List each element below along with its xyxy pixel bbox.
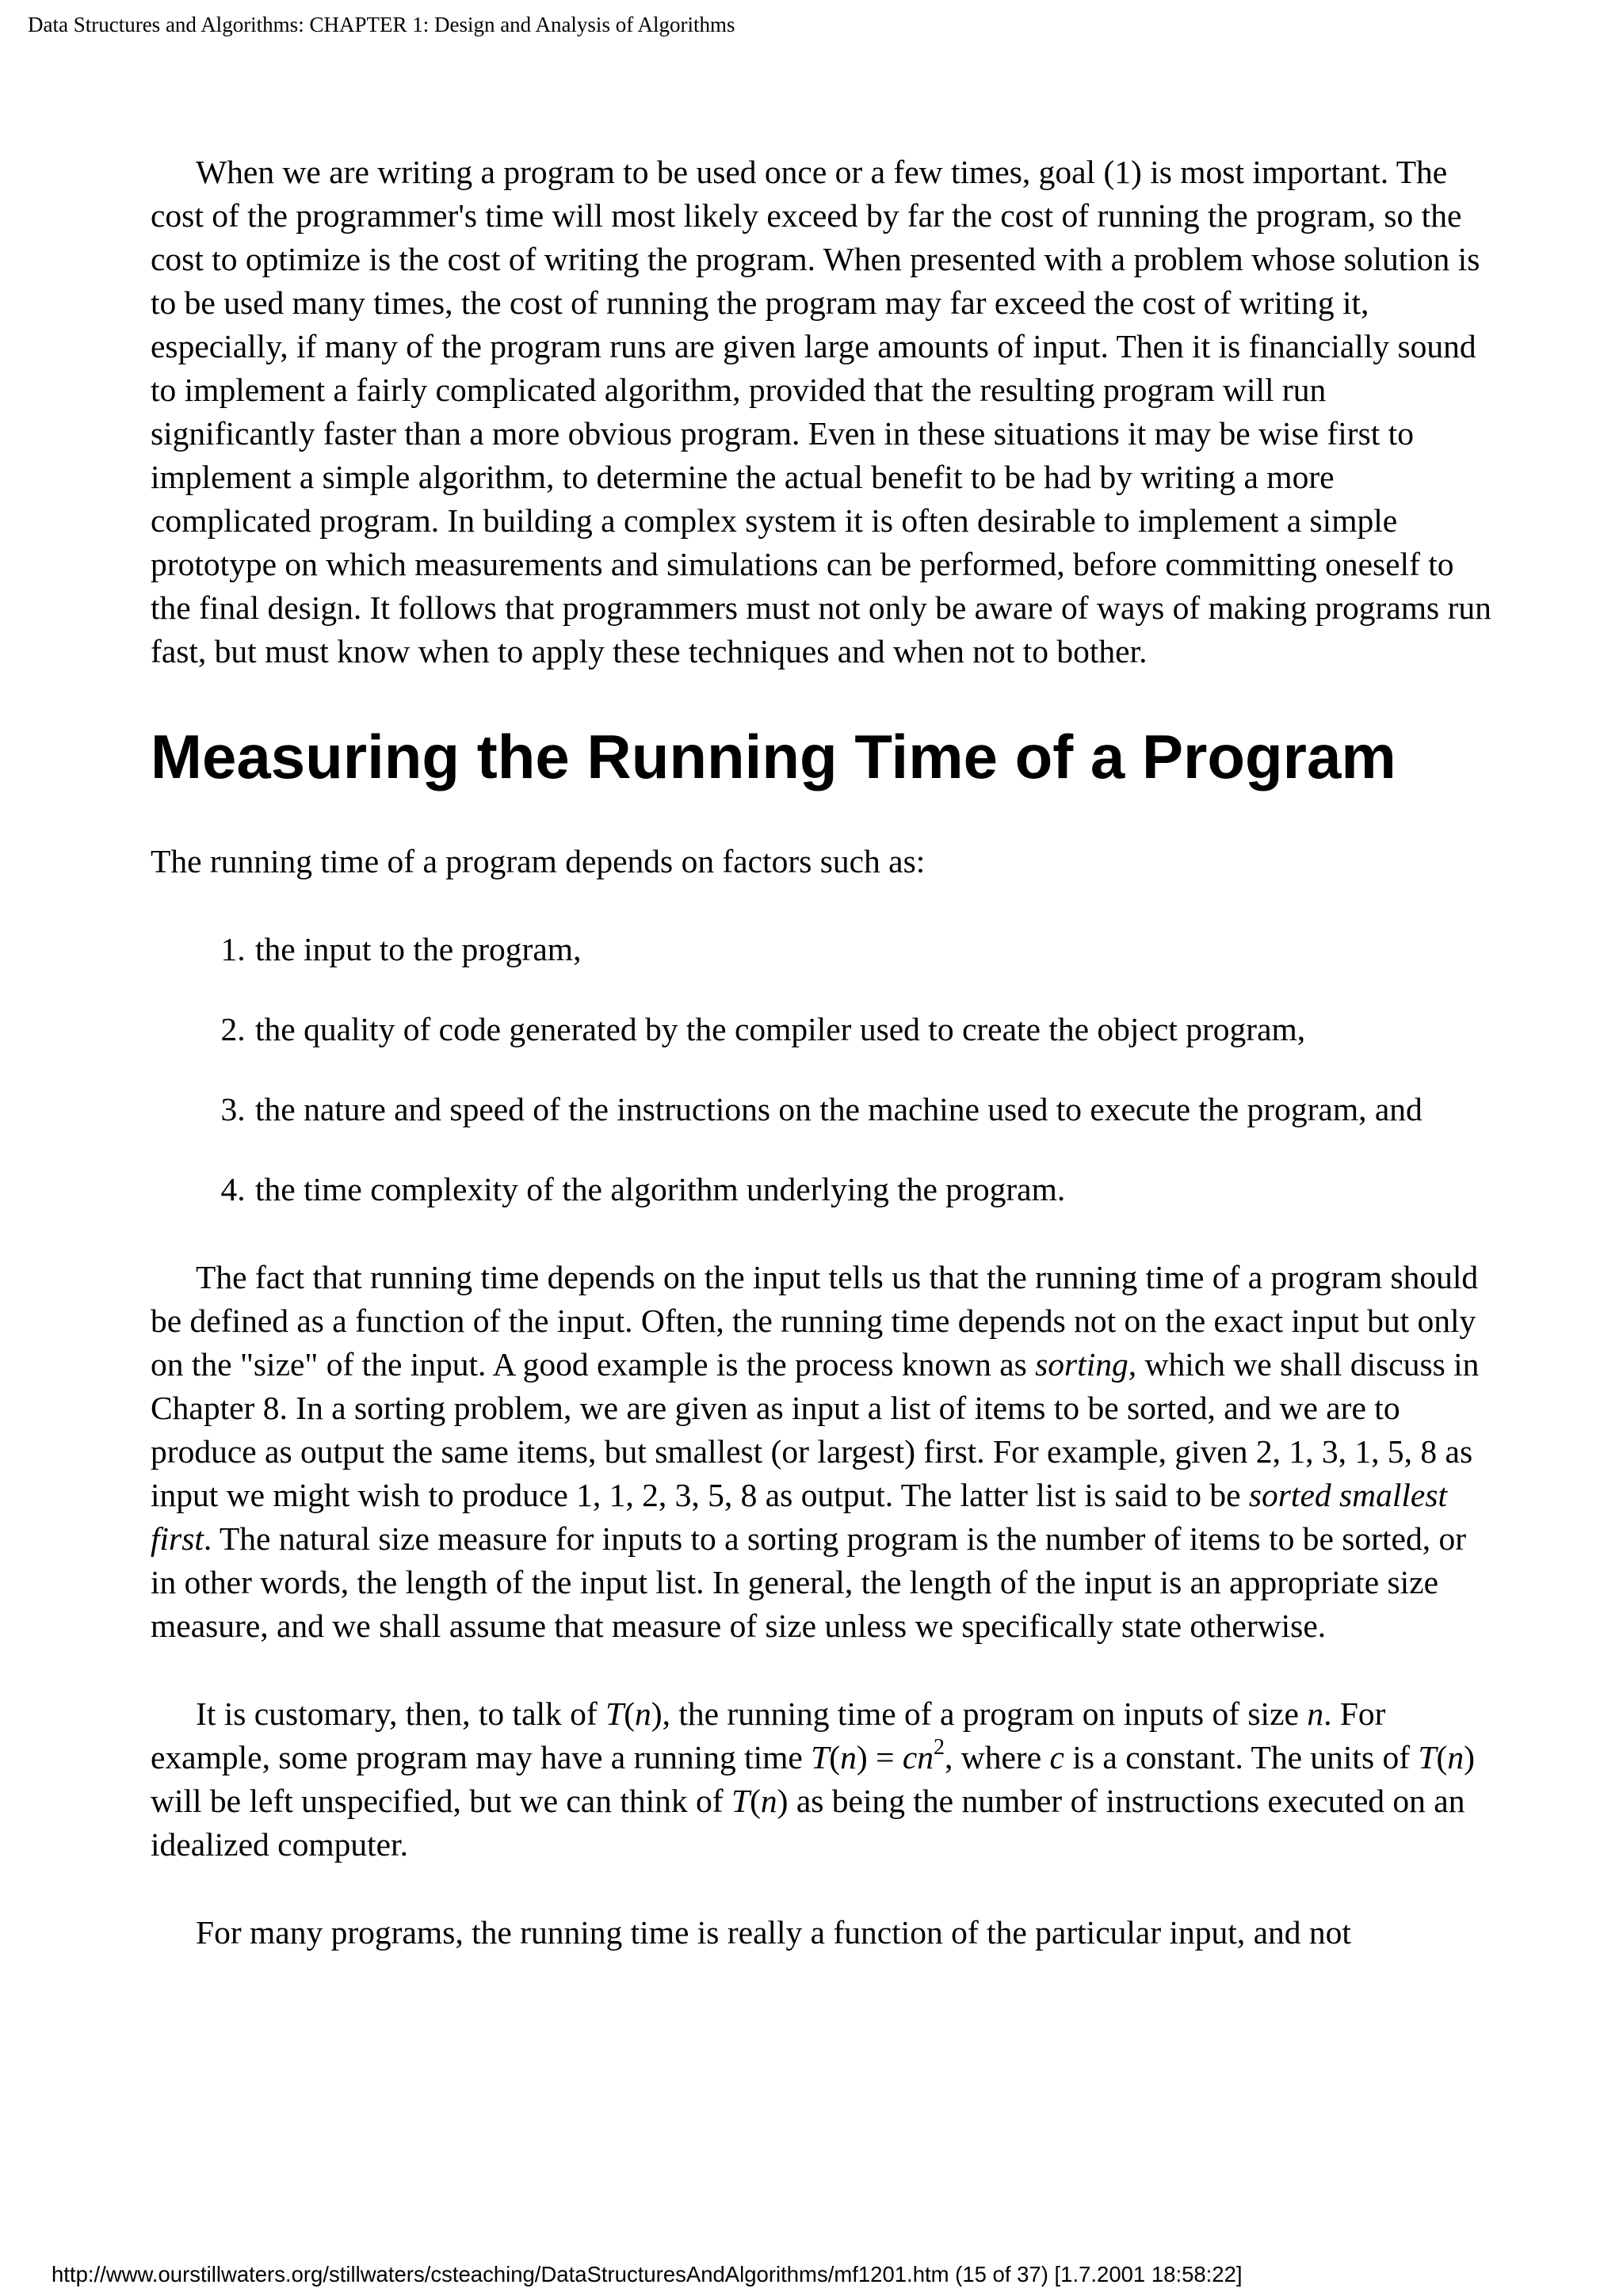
page-content xyxy=(151,151,1498,1955)
paragraph-goal-tradeoff: When we are writing a program to be used once or a few times, goal (1) is most important. The cost of the programmer's time will most likely exceed by far the cost of running the program, so the cost to optimize is the cost of writing the program. When presented with a problem whose solution is to be used many times, the cost of running the program may far exceed the cost of writing it, especially, if many of the program runs are given large amounts of input. Then it is financially sound to implement a fairly complicated algorithm, provided that the resulting program will run significantly faster than a more obvious program. Even in these situations it may be wise first to implement a simple algorithm, to determine the actual benefit to be had by writing a more complicated program. In building a complex system it is often desirable to implement a simple prototype on which measurements and simulations can be performed, before committing oneself to the final design. It follows that programmers must not only be aware of ways of making programs run fast, but must know when to apply these techniques and when not to bother. xyxy=(151,154,1491,669)
factors-list xyxy=(151,928,1498,1211)
running-header: Data Structures and Algorithms: CHAPTER 1: Design and Analysis of Algorithms xyxy=(28,13,735,36)
list-item: 1. the input to the program, xyxy=(254,928,1498,971)
section-heading: Measuring the Running Time of a Program xyxy=(151,722,1396,791)
factors-intro: The running time of a program depends on factors such as: xyxy=(151,843,926,879)
list-item: 3. the nature and speed of the instructions on the machine used to execute the program, and xyxy=(254,1088,1498,1131)
term-sorted-smallest-first: sorted smallest first xyxy=(151,1477,1448,1557)
term-sorting: sorting, xyxy=(1035,1346,1137,1383)
list-item: 2. the quality of code generated by the compiler used to create the object program, xyxy=(254,1008,1498,1051)
page-footer-url: http://www.ourstillwaters.org/stillwaters/csteaching/DataStructuresAndAlgorithms/mf1201.htm (15 of 37) [1.7.2001 18:58:22] xyxy=(52,2262,1243,2286)
list-item: 4. the time complexity of the algorithm underlying the program. xyxy=(254,1168,1498,1211)
paragraph-input-dependence: For many programs, the running time is really a function of the particular input, and not xyxy=(196,1914,1351,1951)
paragraph-t-of-n: It is customary, then, to talk of T(n), the running time of a program on inputs of size n. For example, some program may have a running time $T(n) = cn^2$, where c is a constant. The units of T(n) will be left unspecified, but we can think of T(n) as being the number of instructions executed on an idealized computer. xyxy=(151,1695,1475,1863)
paragraph-input-size: The fact that running time depends on the input tells us that the running time of a program should be defined as a function of the input. Often, the running time depends not on the exact input but only on the "size" of the input. A good example is the process known as sorting, which we shall discuss in Chapter 8. In a sorting problem, we are given as input a list of items to be sorted, and we are to produce as output the same items, but smallest (or largest) first. For example, given 2, 1, 3, 1, 5, 8 as input we might wish to produce 1, 1, 2, 3, 5, 8 as output. The latter list is said to be sorted smallest first. The natural size measure for inputs to a sorting program is the number of items to be sorted, or in other words, the length of the input list. In general, the length of the input is an appropriate size measure, and we shall assume that measure of size unless we specifically state otherwise. xyxy=(151,1259,1480,1644)
